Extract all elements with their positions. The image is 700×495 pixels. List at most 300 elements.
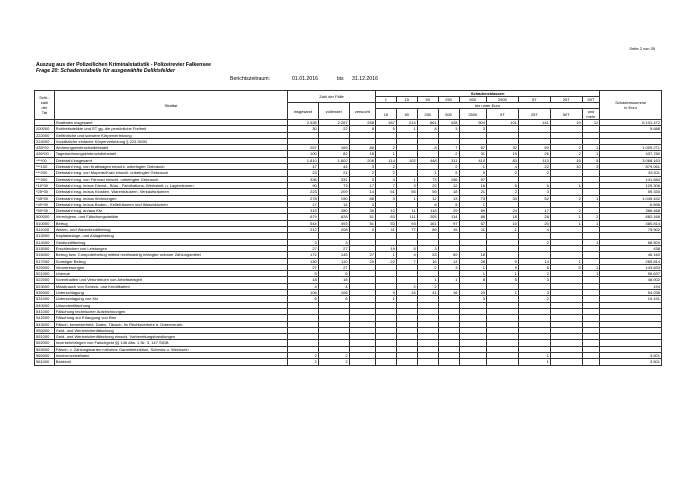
col-header-cases: Zahl der Fälle	[287, 91, 375, 103]
crime-key: 514000	[35, 239, 55, 245]
crime-name: Betrug	[54, 220, 287, 226]
value-cell: 223	[287, 189, 318, 195]
value-cell: 161	[417, 220, 438, 226]
class-lower-2500: 2500	[459, 109, 486, 120]
value-cell: 69	[459, 208, 486, 214]
value-cell: 10	[550, 164, 582, 170]
value-cell: 35	[349, 208, 375, 214]
value-cell: 27	[318, 245, 349, 251]
class-lower-50: 50	[396, 109, 417, 120]
value-cell: 7	[438, 145, 459, 151]
value-cell: 14	[518, 258, 550, 264]
crime-key: *35*00	[35, 195, 55, 201]
crime-name: Unterschlagung	[54, 290, 287, 296]
value-cell: 5	[438, 170, 459, 176]
value-cell: 93	[396, 220, 417, 226]
value-cell: 51	[349, 214, 375, 220]
crime-key: 543000	[35, 321, 55, 327]
value-cell: 97	[459, 176, 486, 182]
value-cell: 3.501	[600, 359, 662, 365]
value-cell: 2	[375, 164, 396, 170]
value-cell: 194	[600, 283, 662, 289]
value-cell: 3	[287, 239, 318, 245]
value-cell: 5	[375, 126, 396, 132]
value-cell: 130	[287, 258, 318, 264]
value-cell: 8	[459, 277, 486, 283]
crime-name: Straftaten insgesamt	[54, 120, 287, 126]
value-cell: 57	[459, 220, 486, 226]
crime-key: ****00	[35, 157, 55, 163]
crime-key: 510000	[35, 220, 55, 226]
value-cell: 3	[518, 189, 550, 195]
value-cell: 12	[438, 182, 459, 188]
crime-name: Geldkreditbetrug	[54, 239, 287, 245]
value-cell: 20	[518, 220, 550, 226]
period-label: Berichtszeitraum:	[230, 76, 271, 82]
report-subtitle: Frage 20: Schadenstabelle für ausgewählte Deliktsfelder	[36, 68, 175, 74]
class-lower-25t: 25T	[518, 109, 550, 120]
crime-name: Missbrauch von Scheck- und Kreditkarten	[54, 283, 287, 289]
value-cell: 73	[459, 195, 486, 201]
value-cell: 1	[550, 220, 582, 226]
crime-name: Vorenthalten und Veruntreuen von Arbeitsentgelt	[54, 277, 287, 283]
value-cell: 2	[417, 264, 438, 270]
crime-name: Diebstahl insgesamt	[54, 157, 287, 163]
value-cell: 3	[518, 290, 550, 296]
value-cell: 2	[487, 170, 519, 176]
class-upper-50: 50	[417, 97, 438, 103]
value-cell: 73	[417, 176, 438, 182]
col-header-damage-classes: Schadensklassen	[375, 91, 599, 97]
value-cell: 18	[459, 252, 486, 258]
class-lower-250: 250	[417, 109, 438, 120]
value-cell: 448	[417, 157, 438, 163]
value-cell: 19	[375, 245, 396, 251]
value-cell	[438, 359, 459, 365]
value-cell: 5	[582, 157, 600, 163]
value-cell: 504	[459, 120, 486, 126]
value-cell: 19	[550, 120, 582, 126]
report-title: Auszug aus der Polizeilichen Kriminalstatistik - Polizeirevier Falkensee	[36, 62, 211, 68]
value-cell: 53	[375, 220, 396, 226]
value-cell: 22	[375, 258, 396, 264]
value-cell: 54.038	[600, 290, 662, 296]
value-cell: 26	[518, 151, 550, 157]
value-cell: 28	[518, 214, 550, 220]
col-header-crime: Straftat	[54, 91, 287, 120]
value-cell: 2	[550, 195, 582, 201]
class-upper-250: 250	[438, 97, 459, 103]
value-cell: 2	[550, 151, 582, 157]
value-cell: 63	[375, 214, 396, 220]
class-upper-25t: 25T	[550, 97, 582, 103]
value-cell: 4	[396, 252, 417, 258]
value-cell: 111	[396, 214, 417, 220]
value-cell: 156	[438, 176, 459, 182]
value-cell: 8	[417, 145, 438, 151]
value-cell: 28	[459, 258, 486, 264]
value-cell: 22	[318, 126, 349, 132]
value-cell: 31	[459, 151, 486, 157]
value-cell: 89	[417, 227, 438, 233]
crime-key: 542000	[35, 315, 55, 321]
crime-key: ***300	[35, 176, 55, 182]
value-cell: 1	[518, 352, 550, 358]
value-cell: 280	[318, 208, 349, 214]
value-cell: 3	[318, 239, 349, 245]
value-cell: 5	[438, 201, 459, 207]
value-cell: 5.686	[600, 126, 662, 132]
value-cell: 2	[375, 170, 396, 176]
value-cell: 51	[375, 189, 396, 195]
value-cell: 114	[375, 157, 396, 163]
value-cell: 3	[417, 245, 438, 251]
value-cell: 101	[487, 120, 519, 126]
value-cell: 27	[287, 245, 318, 251]
value-cell: 1	[375, 252, 396, 258]
value-cell: 19.191	[600, 296, 662, 302]
value-cell: 17	[349, 182, 375, 188]
value-cell: 7	[375, 182, 396, 188]
crime-key: 521000	[35, 271, 55, 277]
class-upper-5t: 5T	[518, 97, 550, 103]
value-cell: 19	[487, 151, 519, 157]
value-cell: 69	[438, 252, 459, 258]
page-number: Seite 2 von 35	[629, 46, 655, 51]
value-cell: 5	[487, 277, 519, 283]
value-cell: 187	[375, 120, 396, 126]
class-lower-und-mehr: und mehr	[582, 109, 600, 120]
value-cell: 16	[417, 258, 438, 264]
value-cell: 6	[318, 296, 349, 302]
value-cell: 18	[318, 277, 349, 283]
crime-key: 551000	[35, 334, 55, 340]
value-cell: 59	[417, 189, 438, 195]
crime-key: *25*00	[35, 189, 55, 195]
value-cell: 2	[287, 352, 318, 358]
value-cell: 438	[600, 245, 662, 251]
value-cell: 1	[459, 164, 486, 170]
value-cell: 1	[550, 182, 582, 188]
value-cell: 1.810	[287, 157, 318, 163]
value-cell: 2	[287, 359, 318, 365]
value-cell: 20	[459, 290, 486, 296]
crime-key: *50*00	[35, 208, 55, 214]
value-cell: 9	[487, 264, 519, 270]
crime-name: Vorsätzliche einfache Körperverletzung § 223 StGB	[54, 138, 287, 144]
value-cell: 30	[287, 126, 318, 132]
damage-table	[34, 90, 662, 366]
crime-name: Gefährliche und schwere Körperverletzung	[54, 132, 287, 138]
value-cell: 3	[438, 264, 459, 270]
value-cell: 10	[487, 220, 519, 226]
period-to-label: bis	[337, 76, 344, 82]
crime-name: Insolvenzstraftaten	[54, 352, 287, 358]
col-header-key: Schl.- zahl der Tat	[35, 91, 55, 120]
value-cell: 7	[396, 258, 417, 264]
value-cell: 214	[396, 120, 417, 126]
value-cell: 17	[287, 201, 318, 207]
class-lower-15: 15	[375, 109, 396, 120]
crime-name: Diebstahl insg. in/aus Wohnungen	[54, 195, 287, 201]
class-upper-50t: 50T	[582, 97, 600, 103]
crime-key: 561000	[35, 359, 55, 365]
crime-name: Waren- und Warenkreditbetrug	[54, 227, 287, 233]
class-lower-5t: 5T	[487, 109, 519, 120]
value-cell: 2	[550, 208, 582, 214]
value-cell: 1	[459, 201, 486, 207]
value-cell: 1	[396, 126, 417, 132]
value-cell: 97	[438, 220, 459, 226]
crime-name: Tageswohnungseinbruchdiebstahl	[54, 151, 287, 157]
value-cell: 68.500	[600, 239, 662, 245]
crime-key: 560000	[35, 352, 55, 358]
crime-key: 435*00	[35, 145, 55, 151]
value-cell: 268	[349, 120, 375, 126]
value-cell: 4	[375, 176, 396, 182]
value-cell: 2	[375, 145, 396, 151]
crime-key: 530000	[35, 290, 55, 296]
crime-key: 515000	[35, 245, 55, 251]
value-cell: 208	[318, 227, 349, 233]
value-cell: 628	[318, 214, 349, 220]
value-cell: 190	[318, 195, 349, 201]
crime-name: Inverkehrbringen von Falschgeld §§ 146 Abs. 1 Nr. 3, 147 StGB	[54, 340, 287, 346]
value-cell: 428	[438, 120, 459, 126]
crime-name: Diebstahl insg. von Kraftwagen einschl. unbefugter Gebrauch	[54, 164, 287, 170]
crime-name: Fälschung technischer Aufzeichnungen	[54, 308, 287, 314]
value-cell: 1	[417, 170, 438, 176]
value-cell: 1	[582, 264, 600, 270]
value-cell: 9	[487, 258, 519, 264]
class-lower-500: 500	[438, 109, 459, 120]
value-cell: 33.511	[600, 170, 662, 176]
value-cell: 95.637	[600, 271, 662, 277]
value-cell: 2.267	[318, 120, 349, 126]
value-cell: 5	[349, 176, 375, 182]
value-cell: 6	[518, 182, 550, 188]
value-cell: 2	[318, 352, 349, 358]
value-cell: 52	[518, 195, 550, 201]
value-cell: 2	[518, 170, 550, 176]
value-cell: 8	[417, 126, 438, 132]
value-cell: 2	[417, 283, 438, 289]
value-cell: 4	[518, 227, 550, 233]
value-cell: 9	[375, 290, 396, 296]
crime-key: 531000	[35, 296, 55, 302]
value-cell: 172	[287, 252, 318, 258]
value-cell	[582, 359, 600, 365]
value-cell: 75.902	[600, 227, 662, 233]
value-cell: 1	[518, 359, 550, 365]
value-cell: 14	[349, 189, 375, 195]
value-cell: 88	[349, 145, 375, 151]
crime-name: Geld- und Wertzeichenfälschung	[54, 327, 287, 333]
value-cell: 110	[318, 258, 349, 264]
value-cell: 1	[459, 264, 486, 270]
value-cell: 6.896	[600, 201, 662, 207]
value-cell: 18	[349, 151, 375, 157]
value-cell: 5	[396, 245, 417, 251]
period-from: 01.01.2016	[292, 76, 318, 82]
value-cell: 11	[375, 227, 396, 233]
value-cell: 1	[396, 176, 417, 182]
crime-name: Untreue	[54, 271, 287, 277]
value-cell: 1	[487, 271, 519, 277]
value-cell: 336	[287, 176, 318, 182]
value-cell: 205	[417, 214, 438, 220]
value-cell: 3.501	[600, 352, 662, 358]
value-cell: 2.535	[287, 120, 318, 126]
value-cell: 46.160	[600, 252, 662, 258]
value-cell	[417, 359, 438, 365]
value-cell: 53	[417, 252, 438, 258]
value-cell: 13	[438, 258, 459, 264]
value-cell: 16	[459, 182, 486, 188]
value-cell: 48.002	[600, 277, 662, 283]
crime-key: *40*00	[35, 201, 55, 207]
value-cell: 2	[438, 164, 459, 170]
value-cell: 106	[287, 290, 318, 296]
crime-name: Diebstahl insg. von Fahrrad einschl. unbefugter Gebrauch	[54, 176, 287, 182]
value-cell: 44	[318, 164, 349, 170]
period-to: 31.12.2016	[352, 76, 378, 82]
value-cell: 4	[349, 227, 375, 233]
crime-name: Vermögens- und Fälschungsdelikte	[54, 214, 287, 220]
crime-name: Diebstahl insg. an/aus Kfz	[54, 208, 287, 214]
value-cell: 17	[518, 208, 550, 214]
value-cell	[459, 359, 486, 365]
value-cell: 2	[318, 359, 349, 365]
crime-key: 520000	[35, 264, 55, 270]
crime-key: 553000	[35, 346, 55, 352]
crime-name: Urkundenfälschung	[54, 302, 287, 308]
crime-name: Fälsch. v. Zahlungskarten mit/ohne Garantiefunktion, Schecks u. Wechseln	[54, 346, 287, 352]
value-cell: 1.009.271	[600, 145, 662, 151]
value-cell: 106	[318, 290, 349, 296]
value-cell: 118	[417, 208, 438, 214]
value-cell: 77	[396, 227, 417, 233]
value-cell: 209	[318, 189, 349, 195]
col-header-completed: vollendet	[318, 103, 349, 120]
col-header-attempted: versucht	[349, 103, 375, 120]
crime-key: 516000	[35, 252, 55, 258]
crime-name: Diebstahl insg. in/aus Kiosken, Warenhäusern, Verkaufsräumen	[54, 189, 287, 195]
value-cell: 113	[518, 157, 550, 163]
value-cell: 88	[349, 195, 375, 201]
crime-name: Geld- und Wertzeichenfälschung einschl. Vorbereitungshandlungen	[54, 334, 287, 340]
value-cell: 5	[550, 264, 582, 270]
value-cell: 1	[417, 277, 438, 283]
class-upper-15: 15	[396, 97, 417, 103]
value-cell: 4	[287, 283, 318, 289]
value-cell: 10	[375, 208, 396, 214]
crime-key: 224000	[35, 138, 55, 144]
crime-name: Erschleichen von Leistungen	[54, 245, 287, 251]
value-cell: 11	[396, 208, 417, 214]
value-cell: 15	[438, 227, 459, 233]
crime-key: 552000	[35, 340, 55, 346]
class-upper-500: 500	[459, 97, 486, 103]
crime-key: ***100	[35, 164, 55, 170]
crime-key: 222000	[35, 132, 55, 138]
value-cell: 100	[287, 151, 318, 157]
value-cell: 22	[417, 182, 438, 188]
value-cell: 1	[550, 214, 582, 220]
crime-key: 517000	[35, 258, 55, 264]
value-cell: 29	[438, 208, 459, 214]
crime-key: *10*00	[35, 182, 55, 188]
value-cell: 1	[375, 296, 396, 302]
value-cell: 13	[438, 195, 459, 201]
value-cell: 59.330	[600, 189, 662, 195]
class-upper-1: 1	[375, 97, 396, 103]
value-cell: 1	[582, 195, 600, 201]
value-cell: 208	[349, 157, 375, 163]
value-cell: 1	[582, 145, 600, 151]
value-cell: 27	[349, 252, 375, 258]
value-cell: 2	[438, 151, 459, 157]
value-cell: 1	[438, 277, 459, 283]
table-body	[35, 120, 662, 366]
value-cell: 8	[417, 201, 438, 207]
value-cell	[396, 359, 417, 365]
col-header-damage-sum: Schadenssumme in Euro	[600, 91, 662, 120]
value-cell: 2	[582, 214, 600, 220]
value-cell: 4	[487, 164, 519, 170]
crime-name: Kapitalanlage- und Anlagebetrug	[54, 233, 287, 239]
value-cell: 1.602	[318, 157, 349, 163]
value-cell: 14	[318, 201, 349, 207]
value-cell: 33	[487, 195, 519, 201]
value-cell: 212	[287, 227, 318, 233]
crime-name: Fälschung zur Erlangung von Btm	[54, 315, 287, 321]
value-cell: 22	[518, 164, 550, 170]
value-cell: 386.468	[600, 208, 662, 214]
crime-key: 522000	[35, 277, 55, 283]
value-cell: 16	[550, 157, 582, 163]
value-cell: 24	[487, 208, 519, 214]
value-cell: 169	[318, 145, 349, 151]
value-cell: 41	[417, 290, 438, 296]
crime-name: Bankrott	[54, 359, 287, 365]
value-cell: 9	[459, 170, 486, 176]
value-cell: 16	[438, 290, 459, 296]
value-cell: 145	[318, 252, 349, 258]
value-cell: 3	[459, 126, 486, 132]
crime-name: Rohheitsdelikte und ST gg. die persönliche Freiheit	[54, 126, 287, 132]
value-cell: 410	[459, 157, 486, 163]
col-header-total: insgesamt	[287, 103, 318, 120]
value-cell: 21	[459, 189, 486, 195]
value-cell: 129.306	[600, 182, 662, 188]
crime-name: Betrug bzw. Computerbetrug mittels rechtswidrig erlangter unbarer Zahlungsmittel	[54, 252, 287, 258]
value-cell: 27	[287, 264, 318, 270]
value-cell: 4	[318, 283, 349, 289]
crime-name: Sonstiger Betrug	[54, 258, 287, 264]
value-cell: 114	[438, 214, 459, 220]
value-cell: 3	[518, 277, 550, 283]
value-cell	[550, 359, 582, 365]
value-cell: 661	[417, 120, 438, 126]
value-cell: 1.045.442	[600, 195, 662, 201]
value-cell: 82	[318, 151, 349, 157]
value-cell: 67	[459, 145, 486, 151]
value-cell: 3	[375, 195, 396, 201]
value-cell: 18	[438, 189, 459, 195]
table-row	[35, 359, 662, 365]
value-cell: 143.833	[600, 264, 662, 270]
